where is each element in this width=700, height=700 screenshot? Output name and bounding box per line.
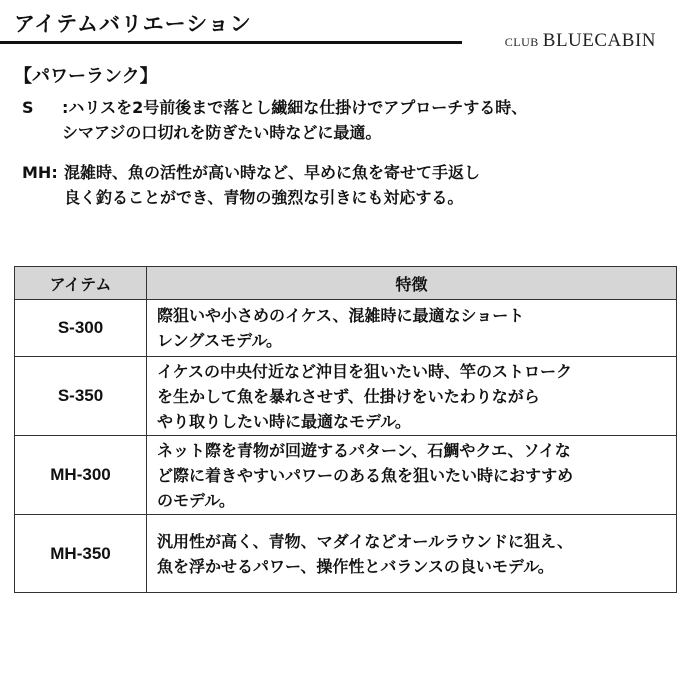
feature-line: イケスの中央付近など沖目を狙いたい時、竿のストローク <box>157 361 573 381</box>
rank-text-line: シマアジの口切れを防ぎたい時などに最適。 <box>62 123 382 142</box>
rank-text-line: 良く釣ることができ、青物の強烈な引きにも対応する。 <box>64 188 464 207</box>
brand-logo <box>505 30 656 52</box>
item-table <box>14 266 677 593</box>
page-title: アイテムバリエーション <box>14 12 252 36</box>
rank-key: S <box>22 98 34 117</box>
item-feature <box>147 436 677 515</box>
table-row <box>15 515 677 593</box>
item-name: MH-300 <box>15 436 147 515</box>
rank-key: MH: <box>22 163 58 182</box>
column-header-feature: 特徴 <box>147 267 677 300</box>
table-row <box>15 436 677 515</box>
power-rank-mh <box>22 160 480 210</box>
rank-text-line: 混雑時、魚の活性が高い時など、早めに魚を寄せて手返し <box>64 163 481 182</box>
power-rank-s <box>22 95 527 145</box>
rank-text-line: :ハリスを2号前後まで落とし繊細な仕掛けでアプローチする時、 <box>62 98 528 117</box>
feature-line: ど際に着きやすいパワーのある魚を狙いたい時におすすめ <box>157 465 574 485</box>
feature-line: レングスモデル。 <box>157 331 283 350</box>
feature-line: のモデル。 <box>157 490 235 510</box>
table-row <box>15 300 677 357</box>
feature-line: 魚を浮かせるパワー、操作性とバランスの良いモデル。 <box>157 556 554 576</box>
table-row <box>15 357 677 436</box>
column-header-item: アイテム <box>15 267 147 300</box>
power-rank-heading: 【パワーランク】 <box>14 66 158 87</box>
item-feature <box>147 515 677 593</box>
item-name: S-300 <box>15 300 147 357</box>
brand-club: CLUB <box>504 35 539 49</box>
feature-line: を生かして魚を暴れさせず、仕掛けをいたわりながら <box>157 386 540 406</box>
table-header-row <box>15 267 677 300</box>
brand-name: BLUECABIN <box>542 30 656 51</box>
item-name: S-350 <box>15 357 147 436</box>
feature-line: ネット際を青物が回遊するパターン、石鯛やクエ、ソイな <box>157 440 571 460</box>
item-name: MH-350 <box>15 515 147 593</box>
feature-line: 汎用性が高く、青物、マダイなどオールラウンドに狙え、 <box>157 531 574 551</box>
item-feature <box>147 357 677 436</box>
header-divider <box>0 41 462 44</box>
feature-line: 際狙いや小さめのイケス、混雑時に最適なショート <box>157 306 525 325</box>
item-feature <box>147 300 677 357</box>
feature-line: やり取りしたい時に最適なモデル。 <box>157 411 411 431</box>
